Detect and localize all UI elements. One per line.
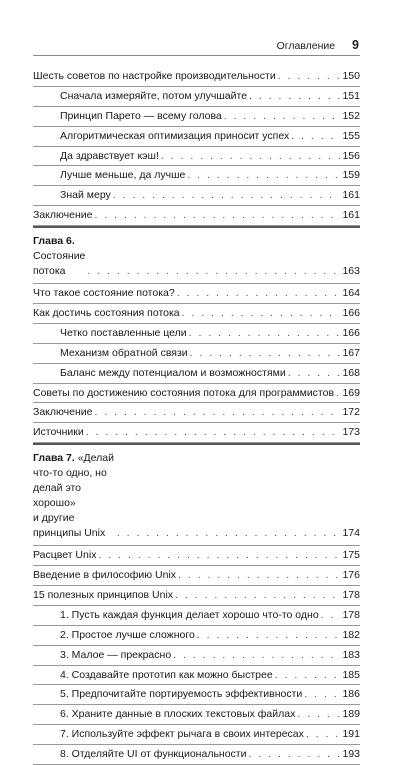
entry-title: 6. Храните данные в плоских текстовых файлах bbox=[60, 708, 296, 721]
chapter-number: Глава 6. bbox=[33, 235, 75, 248]
entry-title: Шесть советов по настройке производительности bbox=[33, 70, 276, 82]
entry-title: Введение в философию Unix bbox=[33, 569, 177, 582]
toc-subsection-entry[interactable] bbox=[33, 705, 360, 725]
entry-title: Принцип Парето — всему голова bbox=[60, 109, 222, 122]
entry-page-number: 161 bbox=[342, 189, 360, 202]
chapter-row bbox=[33, 445, 360, 545]
toc-section-entry[interactable] bbox=[33, 384, 360, 404]
entry-page-number: 191 bbox=[342, 728, 360, 741]
toc-subsection-entry[interactable] bbox=[33, 685, 360, 705]
toc-subsection-entry[interactable] bbox=[33, 364, 360, 384]
dot-leader bbox=[86, 423, 340, 442]
dot-leader bbox=[190, 344, 340, 363]
dot-leader bbox=[173, 646, 340, 665]
toc-subsection-entry[interactable] bbox=[33, 186, 360, 206]
chapter-heading[interactable] bbox=[33, 226, 360, 284]
entry-page-number: 164 bbox=[342, 287, 360, 300]
dot-leader bbox=[177, 284, 340, 303]
entry-page-number: 167 bbox=[342, 346, 360, 359]
entry-page-number: 161 bbox=[342, 209, 360, 222]
dot-leader bbox=[288, 364, 340, 383]
entry-page-number: 151 bbox=[342, 89, 360, 102]
entry-title: Алгоритмическая оптимизация приносит успех bbox=[60, 129, 290, 142]
entry-title: Что такое состояние потока? bbox=[33, 287, 175, 300]
toc-section-entry[interactable] bbox=[33, 206, 360, 226]
entry-page-number: 159 bbox=[342, 169, 360, 182]
entry-title: Да здравствует кэш! bbox=[60, 149, 159, 162]
entry-title: 4. Создавайте прототип как можно быстрее bbox=[60, 668, 273, 681]
chapter-page-number: 163 bbox=[342, 265, 360, 278]
entry-page-number: 166 bbox=[342, 326, 360, 339]
entry-page-number: 150 bbox=[342, 70, 360, 82]
chapter-heading[interactable] bbox=[33, 443, 360, 546]
chapter-title-wrap bbox=[33, 451, 115, 541]
page-header bbox=[0, 38, 359, 52]
toc-section-entry[interactable] bbox=[33, 546, 360, 566]
dot-leader bbox=[224, 107, 340, 126]
entry-page-number: 178 bbox=[342, 608, 360, 621]
dot-leader bbox=[113, 186, 340, 205]
entry-page-number: 175 bbox=[342, 549, 360, 562]
entry-title: Заключение bbox=[33, 406, 93, 419]
chapter-title-line2: и другие принципы Unix bbox=[33, 512, 106, 540]
entry-title: Заключение bbox=[33, 209, 93, 222]
dot-leader bbox=[161, 147, 340, 166]
toc-subsection-entry[interactable] bbox=[33, 725, 360, 745]
chapter-title-wrap bbox=[33, 234, 85, 279]
entry-title: Механизм обратной связи bbox=[60, 346, 188, 359]
entry-page-number: 168 bbox=[342, 366, 360, 379]
dot-leader bbox=[94, 206, 340, 225]
toc-section-entry[interactable] bbox=[33, 566, 360, 586]
entry-title: 15 полезных принципов Unix bbox=[33, 589, 174, 602]
toc-subsection-entry[interactable] bbox=[33, 745, 360, 765]
dot-leader bbox=[321, 606, 340, 625]
toc-subsection-entry[interactable] bbox=[33, 646, 360, 666]
dot-leader bbox=[187, 166, 340, 185]
entry-page-number: 152 bbox=[342, 109, 360, 122]
entry-title: 2. Простое лучше сложного bbox=[60, 628, 195, 641]
page-number: 9 bbox=[352, 38, 359, 52]
entry-title: Четко поставленные цели bbox=[60, 326, 187, 339]
dot-leader bbox=[94, 403, 340, 422]
entry-page-number: 176 bbox=[342, 569, 360, 582]
toc-section-entry[interactable] bbox=[33, 586, 360, 606]
dot-leader bbox=[117, 526, 340, 541]
toc-section-entry[interactable] bbox=[33, 67, 360, 87]
dot-leader bbox=[197, 626, 340, 645]
dot-leader bbox=[291, 127, 340, 146]
entry-page-number: 166 bbox=[342, 307, 360, 320]
entry-title: Лучше меньше, да лучше bbox=[60, 169, 186, 182]
entry-page-number: 183 bbox=[342, 648, 360, 661]
dot-leader bbox=[98, 546, 340, 565]
entry-page-number: 193 bbox=[342, 748, 360, 761]
entry-page-number: 156 bbox=[342, 149, 360, 162]
chapter-number: Глава 7. bbox=[33, 452, 75, 465]
entry-page-number: 178 bbox=[342, 589, 360, 602]
entry-page-number: 169 bbox=[342, 386, 360, 399]
toc-subsection-entry[interactable] bbox=[33, 344, 360, 364]
entry-title: Расцвет Unix bbox=[33, 549, 97, 562]
entry-title: Советы по достижению состояния потока для программистов bbox=[33, 386, 335, 399]
dot-leader bbox=[336, 384, 340, 403]
entry-page-number: 186 bbox=[342, 688, 360, 701]
chapter-title: «Делай что-то одно, но делай это хорошо» bbox=[33, 452, 114, 510]
dot-leader bbox=[275, 666, 340, 685]
chapter-page-number: 174 bbox=[342, 527, 360, 540]
entry-title: Источники bbox=[33, 426, 84, 439]
entry-page-number: 172 bbox=[342, 406, 360, 419]
dot-leader bbox=[182, 304, 340, 323]
chapter-row bbox=[33, 228, 360, 283]
toc-section-entry[interactable] bbox=[33, 304, 360, 324]
dot-leader bbox=[248, 745, 340, 764]
toc-subsection-entry[interactable] bbox=[33, 606, 360, 626]
dot-leader bbox=[178, 566, 340, 585]
toc-section-entry[interactable] bbox=[33, 284, 360, 304]
entry-title: Знай меру bbox=[60, 189, 111, 202]
dot-leader bbox=[249, 87, 340, 106]
dot-leader bbox=[304, 685, 340, 704]
entry-page-number: 189 bbox=[342, 708, 360, 721]
entry-page-number: 155 bbox=[342, 129, 360, 142]
chapter-title: Состояние потока bbox=[33, 250, 86, 278]
dot-leader bbox=[306, 725, 340, 744]
toc-subsection-entry[interactable] bbox=[33, 666, 360, 686]
entry-title: Как достичь состояния потока bbox=[33, 307, 180, 320]
dot-leader bbox=[87, 264, 340, 279]
header-rule bbox=[33, 55, 360, 56]
toc-subsection-entry[interactable] bbox=[33, 127, 360, 147]
toc-subsection-entry[interactable] bbox=[33, 87, 360, 107]
toc-subsection-entry[interactable] bbox=[33, 107, 360, 127]
dot-leader bbox=[189, 324, 340, 343]
entry-title: 5. Предпочитайте портируемость эффективности bbox=[60, 688, 303, 701]
entry-page-number: 173 bbox=[342, 426, 360, 439]
entry-title: 7. Используйте эффект рычага в своих интересах bbox=[60, 728, 304, 741]
entry-page-number: 182 bbox=[342, 628, 360, 641]
entry-title: 3. Малое — прекрасно bbox=[60, 648, 172, 661]
toc-subsection-entry[interactable] bbox=[33, 147, 360, 167]
toc-subsection-entry[interactable] bbox=[33, 324, 360, 344]
dot-leader bbox=[297, 705, 340, 724]
entry-title: 1. Пусть каждая функция делает хорошо что-то одно bbox=[60, 608, 319, 621]
table-of-contents bbox=[33, 67, 360, 765]
entry-title: 8. Отделяйте UI от функциональности bbox=[60, 748, 247, 761]
toc-subsection-entry[interactable] bbox=[33, 626, 360, 646]
toc-section-entry[interactable] bbox=[33, 423, 360, 443]
dot-leader bbox=[278, 67, 340, 86]
running-header-title: Оглавление bbox=[276, 40, 336, 52]
entry-title: Сначала измеряйте, потом улучшайте bbox=[60, 89, 248, 102]
entry-page-number: 185 bbox=[342, 668, 360, 681]
toc-subsection-entry[interactable] bbox=[33, 166, 360, 186]
entry-title: Баланс между потенциалом и возможностями bbox=[60, 366, 286, 379]
dot-leader bbox=[175, 586, 340, 605]
toc-section-entry[interactable] bbox=[33, 403, 360, 423]
